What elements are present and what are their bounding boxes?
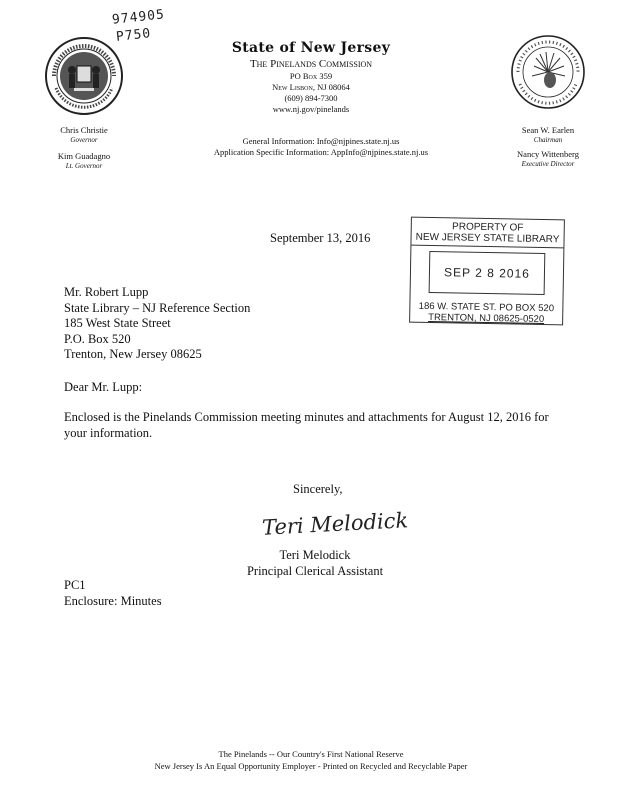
stamp-line-1: PROPERTY OF [451,221,524,234]
stamp-line-3: 186 W. STATE ST. PO BOX 520 [418,300,555,315]
signature: Teri Melodick [261,508,409,540]
application-info-email: Application Specific Information: AppInfo@njpines.state.nj.us [213,147,429,157]
letter-date: September 13, 2016 [270,231,371,245]
letterhead [190,40,432,114]
stamp-date: SEP 2 8 2016 [443,265,531,281]
nj-state-seal [44,36,124,116]
lt-governor-name: Kim Guadagno [57,151,111,161]
closing: Sincerely, [293,482,343,496]
enclosure-block [64,578,162,609]
footer [100,748,522,772]
recipient-department: State Library – NJ Reference Section [64,300,251,315]
salutation: Dear Mr. Lupp: [64,380,143,394]
agency-city: New Lisbon, NJ 08064 [272,82,350,92]
recipient-po-box: P.O. Box 520 [64,331,131,346]
handwritten-number: 974905 [111,7,166,28]
executive-director-name: Nancy Wittenberg [517,149,579,159]
lt-governor-title: Lt. Governor [65,162,103,170]
officials-left [40,125,128,171]
governor-title: Governor [70,136,98,144]
contact-info [160,136,482,158]
agency-phone: (609) 894-7300 [284,93,338,103]
chairman-title: Chairman [533,136,563,144]
stamp-line-4: TRENTON, NJ 08625-0520 [428,311,545,326]
agency-po-box: PO Box 359 [289,71,333,81]
footer-line-1: The Pinelands -- Our Country's First National Reserve [218,749,404,759]
recipient-city: Trenton, New Jersey 08625 [64,347,202,361]
stamp-line-2: NEW JERSEY STATE LIBRARY [411,232,563,249]
signer-title: Principal Clerical Assistant [246,563,384,578]
general-info-email: General Information: Info@njpines.state.nj.us [242,136,400,146]
enclosure-note: Enclosure: Minutes [64,593,162,608]
stamp-date-box [429,251,546,295]
executive-director-title: Executive Director [521,160,575,168]
state-title: State of New Jersey [231,40,391,56]
recipient-name: Mr. Robert Lupp [64,285,149,299]
signer-name: Teri Melodick [279,548,351,562]
reference-initials: PC1 [64,578,86,592]
agency-website: www.nj.gov/pinelands [272,104,350,114]
pinelands-seal [510,34,586,110]
chairman-name: Sean W. Earlen [521,125,575,135]
recipient-address [64,285,250,363]
letter-body: Enclosed is the Pinelands Commission meeting minutes and attachments for August 12, 2016 for your information. [64,410,549,440]
officials-right [495,125,601,169]
handwritten-code: P750 [115,26,152,45]
governor-name: Chris Christie [60,125,108,135]
recipient-street: 185 West State Street [64,316,171,330]
footer-line-2: New Jersey Is An Equal Opportunity Employer - Printed on Recycled and Recyclable Paper [154,761,468,771]
library-property-stamp [409,217,565,326]
signer-block [240,548,390,579]
agency-name: The Pinelands Commission [249,58,373,70]
